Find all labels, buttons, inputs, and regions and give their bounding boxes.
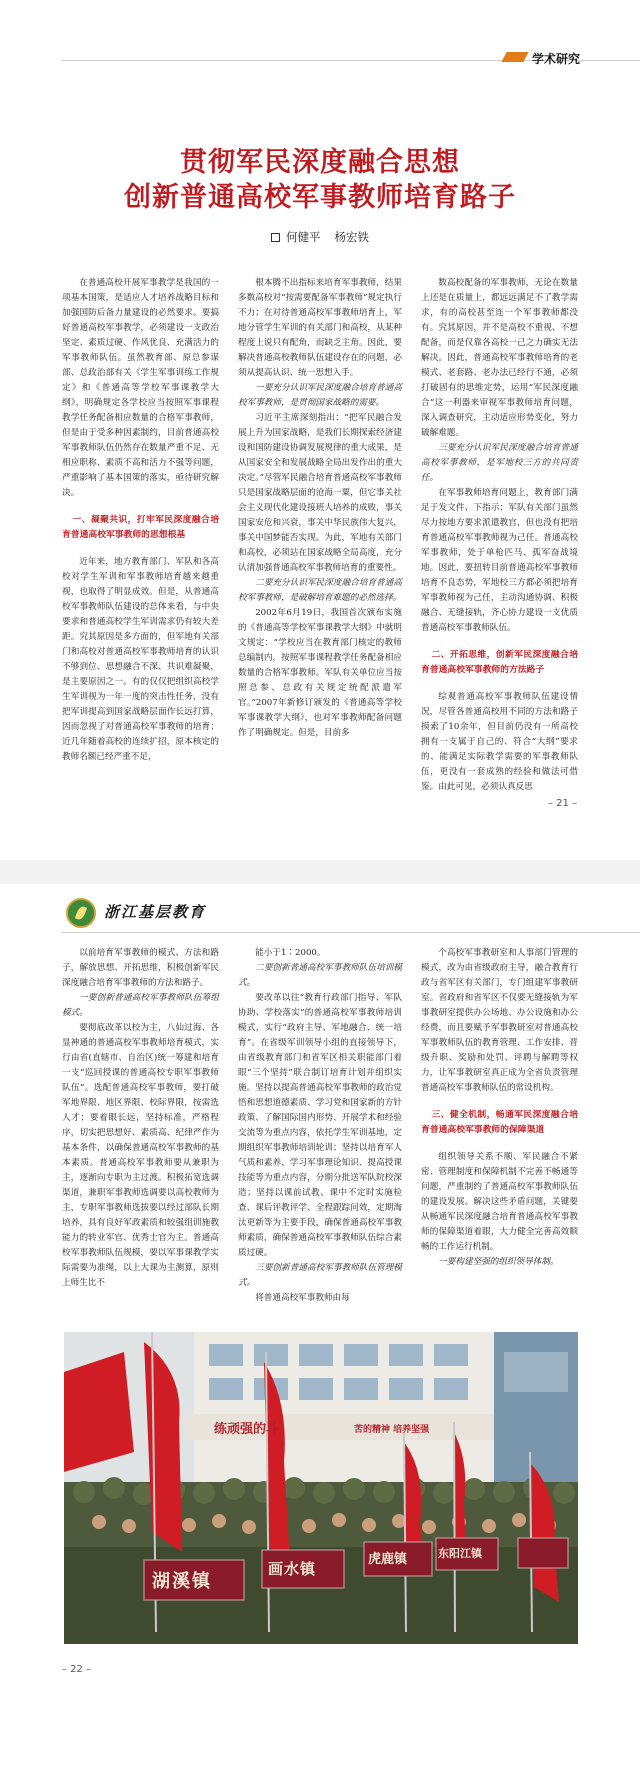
subheading: 二要充分认识军民深度融合培育普通高校军事教师，是破解培育难题的必然选择。 bbox=[238, 578, 402, 603]
paragraph: 要改革以往“教育行政部门指导、军队协助、学校落实”的普通高校军事教师培训模式，实行“政府主导、军地融合、统一培育”。在省级军训领导小组的直接领导下，由省级教育部门和省军区相关职能部门着眼“三个坚持”联合制订培育计划并组织实施。坚持以提高普通高校军事教师的政治觉悟和思想道德素质、学习党和国家新的方针政策、了解国际国内形势、开展学术和经验交流等为重点内容，依托学生军训基地，定期组织军事教师培训轮训；坚持以培育军人气质和素养、学习军事理论知识、提高授课技能等为重点内容，分期分批送军队院校深造；坚持以课前试教、课中不定时实施检查、课后评教评学、全程跟踪问效，定期淘汰更新等为主要手段，确保普通高校军事教师素质，确保普通高校军事教师队伍综合素质过硬。 bbox=[238, 993, 402, 1258]
paragraph: 近年来，地方教育部门、军队和各高校对学生军训和军事教师培育越来越重视，也取得了明显成效。但是，从普通高校军事教师队伍建设的总体来看，与中央要求和普通高校学生军训需求仍有较大差距。究其原因是多方面的，但军地有关部门和高校对普通高校军事教师培育的认识不够到位、思想融合不深、共识难凝聚，是主要原因之一。有的仅仅把组织高校学生军训视为一年一度的突击性任务，没有把军训提高到国家战略层面作长远打算，因而忽视了对普通高校军事教师的培育；近几年随着高校的连续扩招，原本核定的教师名额已经严重不足， bbox=[62, 557, 219, 762]
journal-name: 浙江基层教育 bbox=[104, 903, 207, 921]
subheading: 三要创新普通高校军事教师队伍管理模式。 bbox=[238, 1263, 402, 1288]
sign-label-dongyangjiang: 东阳江镇 bbox=[438, 1547, 482, 1560]
section-heading-3: 三、健全机制，畅通军民深度融合培育普通高校军事教师的保障渠道 bbox=[421, 1110, 578, 1135]
section-label: 学术研究 bbox=[532, 52, 581, 66]
paragraph: 组织领导关系不顺、军民融合不紧密、管理制度和保障机制不完善不畅通等问题，严重制约了普通高校军事教师队伍的建设发展。解决这些矛盾问题，关键要从畅通军民深度融合培育普通高校军事教师的保障渠道着眼，大力健全完善高效顺畅的工作运行机制。 bbox=[421, 1152, 578, 1252]
paragraph: 综观普通高校军事教师队伍建设情况，尽管各普通高校用不同的方法和路子摸索了10余年，但目前仍没有一所高校拥有一支属于自己的、符合“大纲”要求的、能满足实际教学需要的军事教师队伍，更没有一套成熟的经验和做法可借鉴。由此可见，必须认真反思 bbox=[421, 692, 578, 792]
paragraph: 要彻底改革以校为主，八仙过海、各显神通的普通高校军事教师培育模式，实行由省(直辖市、自治区)统一筹建和培育一支“巡回授课的普通高校专职军事教师队伍”。选配普通高校军事教师，要打破军地界限、地区界限、校际界限，按需选人才；要着眼长远，坚持标准，严格程序，切实把思想好、素质高、纪律严作为基本条件，以确保普通高校军事教师的基本素质。普通高校军事教师要从兼职为主，逐渐向专职为主过渡。积极拓宽选调渠道，兼职军事教师选调要以高校教师为主，专职军事教师选拔要以经过部队长期培养，具有良好军政素质和较强组训施教能力的转业军官、优秀士官为主。普通高校军事教师队伍规模，要以军事课教学实际需要为准绳，以上大课为主测算，原则上师生比不 bbox=[62, 1023, 219, 1288]
paragraph: 数高校配备的军事教师，无论在数量上还是在质量上，都远远满足不了教学需求，有的高校甚至连一个军事教师都没有。究其原因，并不是高校不重视、不想配备，而是仅靠各高校一己之力确实无法解决。因此，普通高校军事教师培育的老模式、老套路、老办法已经行不通，必须打破固有的思维定势，运用“军民深度融合”这一利器来审视军事教师培育问题，深入调查研究，主动适应形势变化，努力破解难题。 bbox=[421, 278, 578, 438]
authors bbox=[0, 229, 640, 245]
subheading: 三要充分认识军民深度融合培育普通高校军事教师，是军地校三方的共同责任。 bbox=[421, 443, 578, 483]
column-2 bbox=[238, 276, 402, 780]
paragraph: 习近平主席深刻指出：“把军民融合发展上升为国家战略，是我们长期探索经济建设和国防建设协调发展规律的重大成果，是从国家安全和发展战略全局出发作出的重大决定。”尽管军民融合培育普通高校军事教师只是国家战略层面的沧海一粟，但它事关社会主义现代化建设接班人培养的成败，事关国家安危和兴衰，事关中华民族伟大复兴，事关中国梦能否实现。为此，军地有关部门和高校，必须站在国家战略全局高度，充分认清加强普通高校军事教师培育的重要性。 bbox=[238, 413, 402, 573]
column-2 bbox=[238, 946, 402, 1321]
author-box-icon bbox=[271, 233, 280, 242]
paragraph: 能小于1∶2000。 bbox=[255, 948, 326, 958]
paragraph: 在军事教师培育问题上，教育部门满足于发文件、下指示；军队有关部门虽然尽力按地方要求派遣教官，但也没有把培育普通高校军事教师视为己任。普通高校军事教师，处于单枪匹马、孤军奋战境地。因此，要扭转目前普通高校军事教师培育不良态势，军地校三方都必须把培育军事教师视为己任，主动沟通协调、积极融合、无缝接轨，齐心协力建设一支优质普通高校军事教师队伍。 bbox=[421, 488, 578, 633]
article-title-line2: 创新普通高校军事教师培育路子 bbox=[124, 182, 516, 213]
sign-label-huashui: 画水镇 bbox=[268, 1560, 317, 1578]
paragraph: 以前培育军事教师的模式、方法和路子，解放思想、开拓思维，积极创新军民深度融合培育军事教师的方法和路子。 bbox=[62, 948, 219, 988]
paragraph: 2002年6月19日，我国首次颁布实施的《普通高等学校军事课教学大纲》中就明文规定：“学校应当在教育部门核定的教师总编制内，按照军事课程教学任务配备相应数量的合格军事教师。军队有关单位应当按照总参、总政有关规定统配派遣军官。”2007年新修订颁发的《普通高等学校军事课教学大纲》，也对军事教师配备问题作了明确规定。但是，目前多 bbox=[238, 608, 402, 738]
column-1 bbox=[62, 276, 219, 780]
page-21 bbox=[0, 0, 640, 860]
author-2: 杨宏铁 bbox=[334, 230, 369, 244]
page-number: – 22 – bbox=[62, 1664, 92, 1675]
journal-logo-icon bbox=[66, 898, 96, 928]
header-rule bbox=[62, 932, 640, 933]
page-22 bbox=[0, 884, 640, 1772]
author-1: 何健平 bbox=[286, 230, 321, 244]
paragraph: 将普通高校军事教师由每 bbox=[255, 1293, 350, 1303]
section-heading-1: 一、凝聚共识，打牢军民深度融合培育普通高校军事教师的思想根基 bbox=[62, 515, 219, 540]
page-number: – 21 – bbox=[548, 798, 578, 809]
column-3 bbox=[421, 946, 578, 1321]
sign-label-huxi: 湖溪镇 bbox=[152, 1571, 212, 1592]
paragraph: 根本腾不出指标来培育军事教师，结果多数高校对“按需要配备军事教师”规定执行不力；在对待普通高校军事教师培育上，军地分管学生军训的有关部门和高校，从某种程度上说只有配角，而缺乏主角。因此，要解决普通高校教师队伍建设存在的问题，必须从提高认识、统一思想入手。 bbox=[238, 278, 402, 378]
article-title-line1: 贯彻军民深度融合思想 bbox=[180, 147, 460, 178]
sign-label-hulu: 虎鹿镇 bbox=[368, 1552, 408, 1567]
subheading: 一要创新普通高校军事教师队伍筹组模式。 bbox=[62, 993, 219, 1018]
subheading: 二要创新普通高校军事教师队伍培训模式。 bbox=[238, 963, 402, 988]
banner-text-2: 苦的精神 培养坚强 bbox=[354, 1425, 430, 1435]
column-1 bbox=[62, 946, 219, 1321]
banner-text: 练顽强的斗 bbox=[214, 1422, 280, 1437]
militia-photo bbox=[64, 1332, 578, 1644]
subheading: 一要充分认识军民深度融合培育普通高校军事教师，是贯彻国家战略的需要。 bbox=[238, 383, 402, 408]
paragraph: 在普通高校开展军事教学是我国的一项基本国策，是适应人才培养战略目标和加强国防后备力量建设的必然要求。要搞好普通高校军事教学，必须建设一支政治坚定、素质过硬、作风优良、充满活力的军事教师队伍。虽然教育部、原总参谋部、总政治部有关《学生军事训练工作规定》和《普通高等学校军事课教学大纲》，明确规定各学校应当按照军事课程教学任务配备相应数量的合格军事教师，但是由于受多种因素制约，目前普通高校军事教师队伍仍然存在数量严重不足、无相应职称、素质不高和活力不强等问题，严重影响了基本国策的落实，亟待研究解决。 bbox=[62, 278, 219, 498]
section-heading-2: 二、开拓思维，创新军民深度融合培育普通高校军事教师的方法路子 bbox=[421, 650, 578, 675]
page-gap bbox=[0, 860, 640, 884]
paragraph: 个高校军事教研室和人事部门管理的模式，改为由省级政府主导，融合教育行政与省军区有关部门，专门组建军事教研室。省政府和省军区不仅要无缝接轨为军事教研室提供办公场地、办公设施和办公经费，而且要赋予军事教研室对普通高校军事教师队伍的教育管理、工作安排、晋级升职、奖励和处罚、评聘与解聘等权力，让军事教研室真正成为全省负责管理普通高校军事教师队伍的常设机构。 bbox=[421, 948, 578, 1093]
subheading: 一要构建坚强的组织领导体制。 bbox=[438, 1257, 559, 1267]
column-3 bbox=[421, 276, 578, 792]
